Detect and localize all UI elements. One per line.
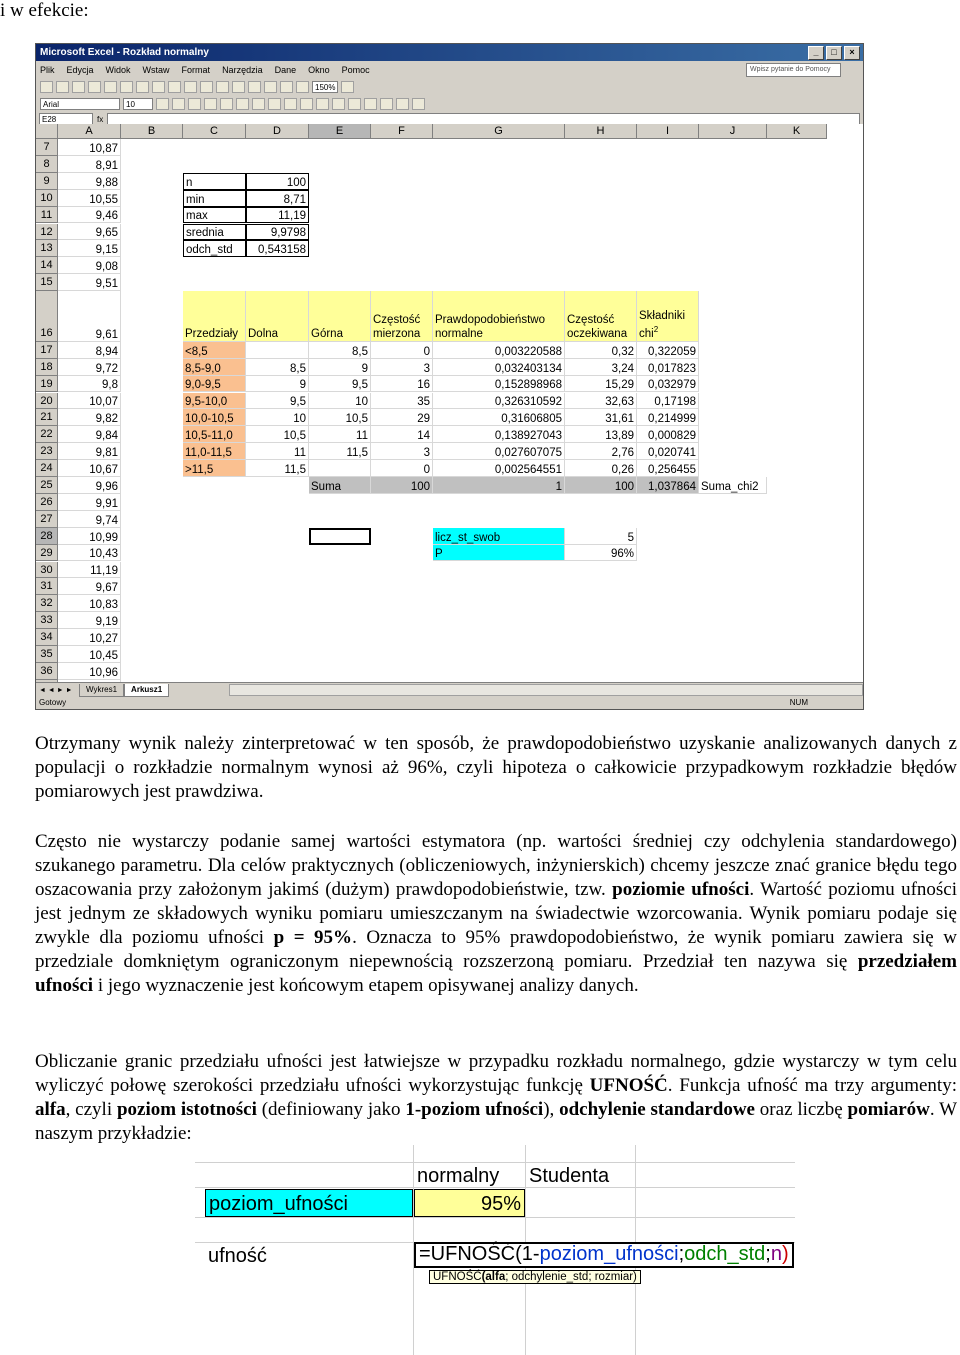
column-header-a[interactable]: A	[58, 124, 121, 139]
cell-a24[interactable]: 10,67	[58, 460, 121, 477]
spelling-icon[interactable]	[120, 81, 133, 93]
formula-close: )	[781, 1243, 789, 1265]
cell-a21[interactable]: 9,82	[58, 409, 121, 426]
table-chi2-18[interactable]: 0,017823	[637, 359, 699, 376]
sort-asc-icon[interactable]	[248, 81, 261, 93]
row-header-15[interactable]: 15	[36, 274, 58, 291]
row-header-28[interactable]: 28	[36, 528, 58, 545]
function-tooltip	[429, 1270, 641, 1284]
header-prawdopodobienstwo[interactable]	[433, 291, 565, 342]
table-chi2-20[interactable]: 0,17198	[637, 393, 699, 410]
formula-arg-n: n	[770, 1243, 782, 1265]
table-chi2-19[interactable]: 0,032979	[637, 376, 699, 393]
column-header-k[interactable]: K	[767, 124, 827, 139]
table-probability-22[interactable]: 0,138927043	[433, 426, 565, 443]
hyperlink-icon[interactable]	[216, 81, 229, 93]
table-interval-23[interactable]: 11,0-11,5	[183, 443, 246, 460]
poziom-ufnosci-value[interactable]: 95%	[414, 1189, 525, 1217]
sheet-tabs-bar	[36, 682, 863, 697]
header-chi-line	[639, 323, 658, 341]
save-icon[interactable]	[72, 81, 85, 93]
table-chi2-21[interactable]: 0,214999	[637, 409, 699, 426]
table-chi2-24[interactable]: 0,256455	[637, 460, 699, 477]
status-bar	[36, 696, 863, 709]
table-upper-21[interactable]: 10,5	[309, 409, 371, 426]
cell-a17[interactable]: 8,94	[58, 342, 121, 359]
sum-probability[interactable]: 1	[433, 477, 565, 494]
autosum-icon[interactable]	[232, 81, 245, 93]
cell-a31[interactable]: 9,67	[58, 578, 121, 595]
cell-a20[interactable]: 10,07	[58, 393, 121, 410]
header-chi-sup: 2	[653, 324, 659, 334]
row-header-20[interactable]: 20	[36, 393, 58, 410]
table-interval-21[interactable]: 10,0-10,5	[183, 409, 246, 426]
sort-desc-icon[interactable]	[264, 81, 277, 93]
table-expected-23[interactable]: 2,76	[565, 443, 637, 460]
table-expected-21[interactable]: 31,61	[565, 409, 637, 426]
cell-a27[interactable]: 9,74	[58, 511, 121, 528]
excel-snippet	[195, 1145, 795, 1355]
standard-toolbar	[36, 78, 863, 95]
table-lower-23[interactable]: 11	[246, 443, 309, 460]
fx-icon[interactable]: fx	[97, 115, 104, 124]
decrease-decimal-icon[interactable]	[332, 98, 345, 110]
row-header-29[interactable]: 29	[36, 545, 58, 562]
table-chi2-17[interactable]: 0,322059	[637, 342, 699, 359]
menu-narzedzia[interactable]: Narzędzia	[222, 64, 263, 75]
horizontal-scrollbar[interactable]	[229, 684, 863, 696]
new-icon[interactable]	[40, 81, 53, 93]
increase-decimal-icon[interactable]	[316, 98, 329, 110]
stat-value-n[interactable]: 100	[246, 173, 309, 190]
table-upper-19[interactable]: 9,5	[309, 376, 371, 393]
table-upper-17[interactable]: 8,5	[309, 342, 371, 359]
p3-bold-1-poziom-ufnosci: 1-poziom ufności	[405, 1099, 544, 1120]
stat-label-max[interactable]: max	[183, 207, 246, 224]
header-chi-text: chi	[639, 327, 654, 340]
row-header-8[interactable]: 8	[36, 156, 58, 173]
header-dolna[interactable]	[246, 291, 309, 342]
help-search-input[interactable]: Wpisz pytanie do Pomocy	[746, 63, 841, 77]
row-header-16[interactable]: 16	[36, 291, 58, 342]
p2-text-2: . Wartość poziomu ufności jest jednym ze składowych wyniku pomiaru umieszczanym na świadectwie wzorcowania. Wynik pomiaru podaje się zwykle dla poziomu ufności	[35, 879, 957, 948]
outdent-icon[interactable]	[348, 98, 361, 110]
paragraph-ufnosc-function	[35, 1050, 957, 1146]
menu-okno[interactable]: Okno	[308, 64, 330, 75]
row-header-35[interactable]: 35	[36, 646, 58, 663]
row-header-33[interactable]: 33	[36, 612, 58, 629]
column-header-c[interactable]: C	[183, 124, 246, 139]
poziom-ufnosci-label: poziom_ufności	[205, 1189, 413, 1217]
table-interval-17[interactable]: <8,5	[183, 342, 246, 359]
licz-st-swob-label[interactable]: licz_st_swob	[433, 528, 565, 545]
p2-text-3: . Oznacza to 95% prawdopodobieństwo, że wynik pomiaru zawiera się w przedziale domkniętym ograniczonym niepewnością rozszerzoną pomiaru. Przedział ten nazywa się	[35, 927, 957, 972]
cell-a9[interactable]: 9,88	[58, 173, 121, 190]
column-header-h[interactable]: H	[565, 124, 637, 139]
num-lock-indicator: NUM	[789, 698, 808, 707]
table-probability-20[interactable]: 0,326310592	[433, 393, 565, 410]
licz-st-swob-value[interactable]: 5	[565, 528, 637, 545]
cut-icon[interactable]	[136, 81, 149, 93]
table-interval-20[interactable]: 9,5-10,0	[183, 393, 246, 410]
cell-a8[interactable]: 8,91	[58, 156, 121, 173]
table-probability-19[interactable]: 0,152898968	[433, 376, 565, 393]
table-lower-24[interactable]: 11,5	[246, 460, 309, 477]
table-expected-18[interactable]: 3,24	[565, 359, 637, 376]
row-header-24[interactable]: 24	[36, 460, 58, 477]
header-gorna-line-1: Górna	[311, 327, 343, 340]
cell-a28[interactable]: 10,99	[58, 528, 121, 545]
table-upper-22[interactable]: 11	[309, 426, 371, 443]
menu-widok[interactable]: Widok	[105, 64, 131, 75]
intro-text: i w efekcie:	[0, 0, 89, 21]
table-probability-18[interactable]: 0,032403134	[433, 359, 565, 376]
format-toolbar	[36, 95, 863, 112]
column-header-e[interactable]: E	[309, 124, 371, 139]
redo-icon[interactable]	[200, 81, 213, 93]
sum-expected[interactable]: 100	[565, 477, 637, 494]
p3-bold-ufnosc: UFNOŚĆ	[589, 1075, 668, 1096]
cell-a32[interactable]: 10,83	[58, 595, 121, 612]
header-normalny: normalny	[417, 1165, 500, 1187]
stat-label-srednia[interactable]: srednia	[183, 224, 246, 241]
ufnosc-label: ufność	[208, 1245, 267, 1267]
header-przedzialy-line-1: Przedziały	[185, 327, 239, 340]
formula-arg-poziom: poziom_ufności	[539, 1243, 679, 1265]
table-chi2-23[interactable]: 0,020741	[637, 443, 699, 460]
table-observed-23[interactable]: 3	[371, 443, 433, 460]
cell-a35[interactable]: 10,45	[58, 646, 121, 663]
percent-icon[interactable]	[284, 98, 297, 110]
thousands-icon[interactable]	[300, 98, 313, 110]
row-header-31[interactable]: 31	[36, 578, 58, 595]
row-header-23[interactable]: 23	[36, 443, 58, 460]
merge-icon[interactable]	[252, 98, 265, 110]
header-gorna[interactable]	[309, 291, 371, 342]
formula-sep: ;	[678, 1243, 685, 1265]
column-header-d[interactable]: D	[246, 124, 309, 139]
underline-icon[interactable]	[188, 98, 201, 110]
p-label[interactable]: P	[433, 545, 565, 562]
row-header-27[interactable]: 27	[36, 511, 58, 528]
fill-color-icon[interactable]	[396, 98, 409, 110]
table-interval-18[interactable]: 8,5-9,0	[183, 359, 246, 376]
selected-cell-e28[interactable]	[309, 528, 371, 545]
row-header-13[interactable]: 13	[36, 240, 58, 257]
cell-a33[interactable]: 9,19	[58, 612, 121, 629]
drawing-icon[interactable]	[296, 81, 309, 93]
cell-a23[interactable]: 9,81	[58, 443, 121, 460]
table-expected-17[interactable]: 0,32	[565, 342, 637, 359]
table-observed-20[interactable]: 35	[371, 393, 433, 410]
row-header-12[interactable]: 12	[36, 224, 58, 241]
table-observed-19[interactable]: 16	[371, 376, 433, 393]
print-icon[interactable]	[88, 81, 101, 93]
table-interval-19[interactable]: 9,0-9,5	[183, 376, 246, 393]
table-observed-17[interactable]: 0	[371, 342, 433, 359]
table-probability-21[interactable]: 0,31606805	[433, 409, 565, 426]
table-upper-24[interactable]	[309, 460, 371, 477]
menu-dane[interactable]: Dane	[274, 64, 297, 75]
indent-icon[interactable]	[364, 98, 377, 110]
row-header-25[interactable]: 25	[36, 477, 58, 494]
p2-bold-przedzial-ufnosci: przedziałem ufności	[35, 951, 957, 996]
column-header-g[interactable]: G	[433, 124, 565, 139]
row-header-26[interactable]: 26	[36, 494, 58, 511]
bold-icon[interactable]	[156, 98, 169, 110]
row-header-18[interactable]: 18	[36, 359, 58, 376]
copy-icon[interactable]	[152, 81, 165, 93]
stat-value-max[interactable]: 11,19	[246, 207, 309, 224]
table-lower-19[interactable]: 9	[246, 376, 309, 393]
menu-pomoc[interactable]: Pomoc	[341, 64, 370, 75]
row-header-32[interactable]: 32	[36, 595, 58, 612]
table-upper-23[interactable]: 11,5	[309, 443, 371, 460]
p3-text-3: , czyli	[65, 1099, 117, 1120]
p3-bold-pomiarow: pomiarów	[847, 1099, 930, 1120]
stat-label-min[interactable]: min	[183, 190, 246, 207]
row-header-22[interactable]: 22	[36, 426, 58, 443]
table-expected-19[interactable]: 15,29	[565, 376, 637, 393]
cell-a25[interactable]: 9,96	[58, 477, 121, 494]
cell-a34[interactable]: 10,27	[58, 629, 121, 646]
align-right-icon[interactable]	[236, 98, 249, 110]
cell-a7[interactable]: 10,87	[58, 139, 121, 156]
p3-text-2: . Funkcja ufność ma trzy argumenty:	[667, 1075, 957, 1096]
italic-icon[interactable]	[172, 98, 185, 110]
p3-bold-poziom-istotnosci: poziom istotności	[116, 1099, 257, 1120]
cell-a36[interactable]: 10,96	[58, 663, 121, 680]
menu-edycja[interactable]: Edycja	[66, 64, 94, 75]
select-all-corner[interactable]	[36, 124, 58, 139]
table-expected-20[interactable]: 32,63	[565, 393, 637, 410]
stat-value-min[interactable]: 8,71	[246, 190, 309, 207]
borders-icon[interactable]	[380, 98, 393, 110]
table-interval-22[interactable]: 10,5-11,0	[183, 426, 246, 443]
minimize-button[interactable]: _	[808, 46, 824, 60]
header-czestosc-oczekiwana-line-2: oczekiwana	[567, 327, 628, 340]
sum-observed[interactable]: 100	[371, 477, 433, 494]
column-header-i[interactable]: I	[637, 124, 699, 139]
p2-text-4: i jego wyznaczenie jest końcowym etapem opisywanej analizy danych.	[93, 975, 639, 996]
row-header-19[interactable]: 19	[36, 376, 58, 393]
cell-a26[interactable]: 9,91	[58, 494, 121, 511]
grid-line	[195, 1217, 795, 1218]
cell-a30[interactable]: 11,19	[58, 562, 121, 579]
p3-text-7: . W naszym przykładzie:	[35, 1099, 958, 1144]
excel-title-bar	[36, 44, 863, 61]
header-dolna-line-1: Dolna	[248, 327, 279, 340]
tooltip-arg-alfa: (alfa	[481, 1271, 506, 1283]
p2-bold-p95: p = 95%	[273, 927, 353, 948]
zoom-select[interactable]: 150%	[312, 81, 338, 93]
header-skladniki-chi2[interactable]	[637, 291, 699, 342]
tooltip-rest: ; odchylenie_std; rozmiar)	[505, 1271, 637, 1283]
table-observed-24[interactable]: 0	[371, 460, 433, 477]
table-upper-18[interactable]: 9	[309, 359, 371, 376]
p3-text-6: oraz liczbę	[754, 1099, 848, 1120]
header-prawdopodobienstwo-line-1: Prawdopodobieństwo	[435, 313, 545, 326]
font-size-select[interactable]: 10	[123, 98, 153, 110]
table-expected-24[interactable]: 0,26	[565, 460, 637, 477]
table-expected-22[interactable]: 13,89	[565, 426, 637, 443]
table-lower-22[interactable]: 10,5	[246, 426, 309, 443]
row-header-17[interactable]: 17	[36, 342, 58, 359]
cell-a12[interactable]: 9,65	[58, 224, 121, 241]
p3-text-1: Obliczanie granic przedziału ufności jest łatwiejsze w przypadku rozkładu normalnego, gdzie wystarczy w tym celu wyliczyć połowę szerokości przedziału ufności wykorzystując funkcję	[35, 1051, 957, 1096]
spreadsheet-grid[interactable]	[36, 124, 863, 682]
maximize-button[interactable]: □	[826, 46, 842, 60]
formula-arg-odch: odch_std	[684, 1243, 766, 1265]
cell-a16[interactable]: 9,61	[58, 291, 121, 342]
cell-a22[interactable]: 9,84	[58, 426, 121, 443]
header-przedzialy[interactable]	[183, 291, 246, 342]
currency-icon[interactable]	[268, 98, 281, 110]
header-studenta: Studenta	[529, 1165, 610, 1187]
sheet-tab-wykres1[interactable]: Wykres1	[79, 684, 124, 697]
help-icon[interactable]	[341, 81, 354, 93]
stat-label-odch_std[interactable]: odch_std	[183, 240, 246, 257]
table-lower-21[interactable]: 10	[246, 409, 309, 426]
row-header-9[interactable]: 9	[36, 173, 58, 190]
p3-text-4: (definiowany jako	[256, 1099, 406, 1120]
formula-fn: NOŚĆ(	[457, 1243, 522, 1265]
header-czestosc-mierzona-line-2: mierzona	[373, 327, 421, 340]
row-header-21[interactable]: 21	[36, 409, 58, 426]
p3-bold-alfa: alfa	[35, 1099, 66, 1120]
formula-one: 1-	[521, 1243, 540, 1265]
align-center-icon[interactable]	[220, 98, 233, 110]
table-observed-22[interactable]: 14	[371, 426, 433, 443]
sheet-tab-arkusz1[interactable]: Arkusz1	[124, 684, 169, 697]
header-prawdopodobienstwo-line-2: normalne	[435, 327, 483, 340]
ufnosc-formula-cell[interactable]	[414, 1242, 794, 1268]
header-czestosc-oczekiwana-line-1: Częstość	[567, 313, 615, 326]
paragraph-interpretation	[35, 732, 957, 804]
header-czestosc-oczekiwana[interactable]	[565, 291, 637, 342]
formula-sep: ;	[765, 1243, 771, 1265]
column-header-b[interactable]: B	[121, 124, 183, 139]
stat-value-odch_std[interactable]: 0,543158	[246, 240, 309, 257]
cell-a14[interactable]: 9,08	[58, 257, 121, 274]
table-probability-17[interactable]: 0,003220588	[433, 342, 565, 359]
table-observed-18[interactable]: 3	[371, 359, 433, 376]
excel-menu-bar	[36, 61, 863, 78]
cell-a19[interactable]: 9,8	[58, 376, 121, 393]
sum-chi2[interactable]: 1,037864	[637, 477, 699, 494]
menu-wstaw[interactable]: Wstaw	[142, 64, 170, 75]
paragraph-confidence-level	[35, 830, 957, 998]
header-czestosc-mierzona-line-1: Częstość	[373, 313, 421, 326]
paste-icon[interactable]	[168, 81, 181, 93]
table-upper-20[interactable]: 10	[309, 393, 371, 410]
p2-text-1: Często nie wystarczy podanie samej wartości estymatora (np. wartości średniej czy odchylenia standardowego) szukanego parametru. Dla celów praktycznych (obliczeniowych, inżynierskich) chcemy jeszcze znać granice błędu tego oszacowania przy założonym jakimś (dużym) prawdopodobieństwie, tzw.	[35, 831, 957, 900]
cell-a18[interactable]: 9,72	[58, 359, 121, 376]
close-button[interactable]: ×	[844, 46, 860, 60]
stat-value-srednia[interactable]: 9,9798	[246, 224, 309, 241]
excel-title: Microsoft Excel - Rozkład normalny	[40, 47, 209, 58]
table-observed-21[interactable]: 29	[371, 409, 433, 426]
row-header-36[interactable]: 36	[36, 663, 58, 680]
table-lower-18[interactable]: 8,5	[246, 359, 309, 376]
row-header-14[interactable]: 14	[36, 257, 58, 274]
sum-label[interactable]: Suma	[309, 477, 371, 494]
table-probability-24[interactable]: 0,002564551	[433, 460, 565, 477]
table-lower-17[interactable]	[246, 342, 309, 359]
menu-format[interactable]: Format	[181, 64, 211, 75]
sum-chi2-label[interactable]: Suma_chi2	[699, 477, 767, 494]
cell-a29[interactable]: 10,43	[58, 545, 121, 562]
row-header-7[interactable]: 7	[36, 139, 58, 156]
p2-bold-poziom-ufnosci: poziomie ufności	[612, 879, 750, 900]
excel-window	[35, 43, 864, 710]
table-chi2-22[interactable]: 0,000829	[637, 426, 699, 443]
row-header-34[interactable]: 34	[36, 629, 58, 646]
row-header-30[interactable]: 30	[36, 562, 58, 579]
column-header-f[interactable]: F	[371, 124, 433, 139]
open-icon[interactable]	[56, 81, 69, 93]
font-color-icon[interactable]	[412, 98, 425, 110]
p3-bold-odchylenie: odchylenie standardowe	[559, 1099, 755, 1120]
font-select[interactable]: Arial	[40, 98, 120, 110]
formula-eq: =UF	[419, 1243, 458, 1265]
table-interval-24[interactable]: >11,5	[183, 460, 246, 477]
cell-a10[interactable]: 10,55	[58, 190, 121, 207]
tab-nav-arrows-icon[interactable]: ◄ ◄ ► ►	[39, 686, 73, 694]
header-skladniki-chi2-line-1: Składniki	[639, 309, 686, 322]
name-box[interactable]: E28	[39, 113, 93, 126]
cell-a11[interactable]: 9,46	[58, 207, 121, 224]
p3-text-5: ),	[543, 1099, 560, 1120]
menu-plik[interactable]: Plik	[40, 64, 55, 75]
paragraph-1-text: Otrzymany wynik należy zinterpretować w ten sposób, że prawdopodobieństwo uzyskanie analizowanych danych z populacji o rozkładzie normalnym wynosi aż 96%, czyli hipoteza o całkowicie przypadkowym rozkładzie błędów pomiarowych jest prawdziwa.	[35, 733, 957, 802]
p-value[interactable]: 96%	[565, 545, 637, 562]
stat-label-n[interactable]: n	[183, 173, 246, 190]
column-header-j[interactable]: J	[699, 124, 767, 139]
undo-icon[interactable]	[184, 81, 197, 93]
chart-wizard-icon[interactable]	[280, 81, 293, 93]
row-header-11[interactable]: 11	[36, 207, 58, 224]
preview-icon[interactable]	[104, 81, 117, 93]
table-lower-20[interactable]: 9,5	[246, 393, 309, 410]
table-probability-23[interactable]: 0,027607075	[433, 443, 565, 460]
align-left-icon[interactable]	[204, 98, 217, 110]
status-text: Gotowy	[39, 698, 67, 707]
cell-a13[interactable]: 9,15	[58, 240, 121, 257]
cell-a15[interactable]: 9,51	[58, 274, 121, 291]
row-header-10[interactable]: 10	[36, 190, 58, 207]
header-czestosc-mierzona[interactable]	[371, 291, 433, 342]
tooltip-fn: UFNOŚĆ	[433, 1271, 482, 1283]
